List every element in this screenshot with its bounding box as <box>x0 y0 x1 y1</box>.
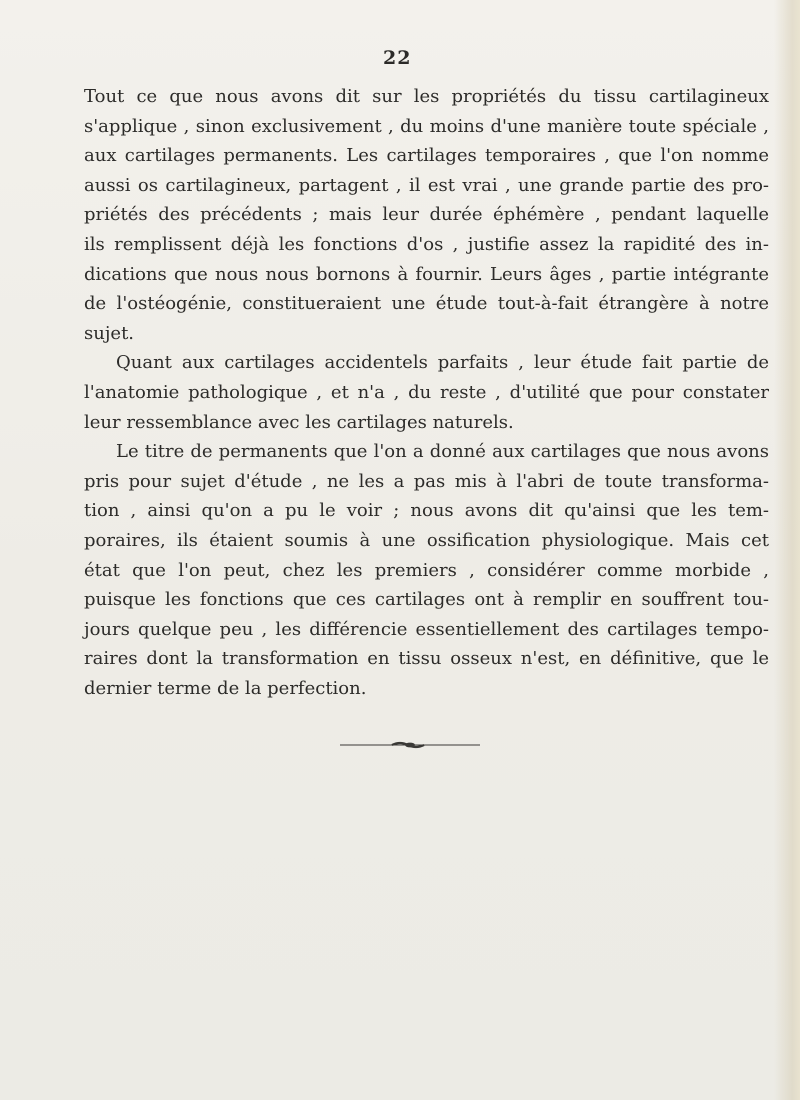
text-line: état que l'on peut, chez les premiers , considérer comme morbide , <box>84 559 769 581</box>
end-ornament-rule <box>340 740 480 750</box>
text-line: poraires, ils étaient soumis à une ossification physiologique. Mais cet <box>84 529 769 551</box>
text-line: Tout ce que nous avons dit sur les propriétés du tissu cartilagineux <box>84 86 769 107</box>
text-line: dications que nous nous bornons à fournir. Leurs âges , partie intégrante <box>84 263 769 285</box>
text-line: raires dont la transformation en tissu osseux n'est, en définitive, que le <box>84 648 769 670</box>
page-number: 22 <box>383 47 412 69</box>
text-line: pris pour sujet d'étude , ne les a pas mis à l'abri de toute transforma- <box>84 470 769 492</box>
text-line: jours quelque peu , les différencie essentiellement des cartilages tempo- <box>84 618 769 640</box>
text-line: dernier terme de la perfection. <box>84 677 367 699</box>
text-line: puisque les fonctions que ces cartilages ont à remplir en souffrent tou- <box>84 589 769 611</box>
text-line: leur ressemblance avec les cartilages naturels. <box>84 411 514 433</box>
text-line: priétés des précédents ; mais leur durée éphémère , pendant laquelle <box>84 204 769 226</box>
text-line: Quant aux cartilages accidentels parfaits , leur étude fait partie de <box>116 352 769 374</box>
text-line: sujet. <box>84 322 135 344</box>
text-line: aussi os cartilagineux, partagent , il est vrai , une grande partie des pro- <box>84 174 769 196</box>
text-line: Le titre de permanents que l'on a donné aux cartilages que nous avons <box>116 441 769 463</box>
text-line: s'applique , sinon exclusivement , du moins d'une manière toute spéciale , <box>84 115 769 137</box>
text-line: ils remplissent déjà les fonctions d'os , justifie assez la rapidité des in- <box>84 233 769 255</box>
text-line: de l'ostéogénie, constitueraient une étude tout-à-fait étrangère à notre <box>84 293 769 315</box>
text-line: l'anatomie pathologique , et n'a , du reste , d'utilité que pour constater <box>84 381 769 403</box>
page-edge-shadow <box>774 0 800 1100</box>
body-text <box>84 82 769 703</box>
text-line: aux cartilages permanents. Les cartilages temporaires , que l'on nomme <box>84 145 769 167</box>
text-line: tion , ainsi qu'on a pu le voir ; nous avons dit qu'ainsi que les tem- <box>84 500 769 522</box>
